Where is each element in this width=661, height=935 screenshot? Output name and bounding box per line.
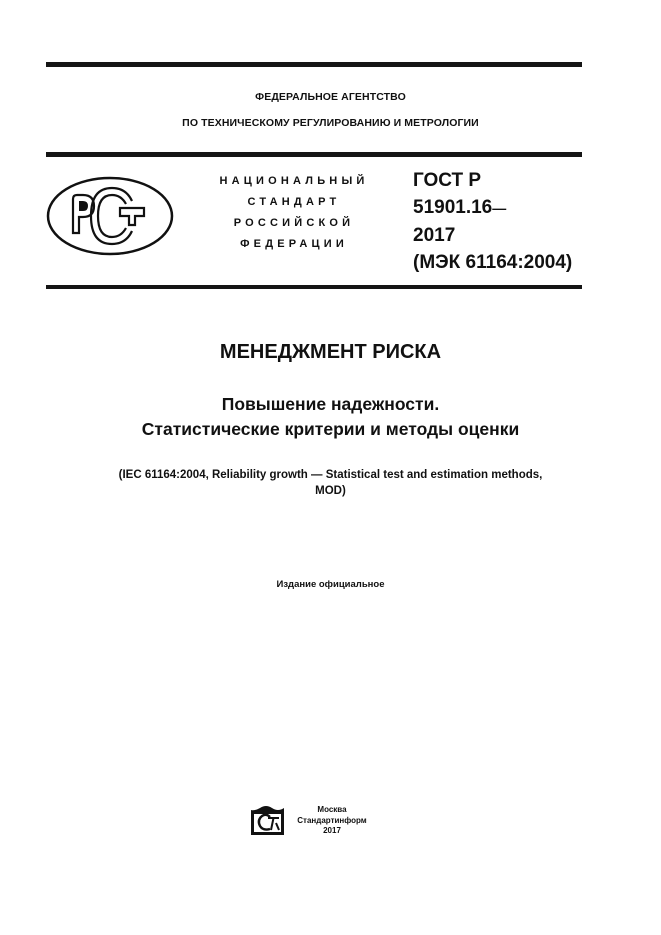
- publisher-info: [296, 805, 368, 837]
- standartinform-logo-icon: [250, 804, 286, 836]
- designation-line1: ГОСТ Р: [413, 170, 482, 191]
- publisher-city: Москва: [317, 805, 347, 814]
- designation-dash: —: [492, 200, 507, 216]
- subtitle-line1: Повышение надежности.: [221, 394, 440, 414]
- designation-line2: [413, 194, 572, 222]
- top-rule: [46, 62, 582, 67]
- national-standard-line: ФЕДЕРАЦИИ: [240, 238, 348, 250]
- national-standard-line: НАЦИОНАЛЬНЫЙ: [219, 175, 369, 187]
- gost-rst-emblem-icon: [46, 175, 174, 257]
- middle-rule: [46, 152, 582, 157]
- national-standard-label: [196, 171, 392, 255]
- publisher-year: 2017: [323, 826, 341, 835]
- edition-label: Издание официальное: [276, 579, 385, 590]
- document-title: МЕНЕДЖМЕНТ РИСКА: [219, 341, 442, 363]
- national-standard-line: РОССИЙСКОЙ: [233, 217, 355, 229]
- publisher-name: Стандартинформ: [297, 815, 367, 825]
- national-standard-line: СТАНДАРТ: [247, 196, 341, 208]
- designation-line4: (МЭК 61164:2004): [413, 252, 573, 273]
- document-subtitle: [0, 392, 661, 442]
- iec-reference-line2: MOD): [315, 485, 346, 497]
- designation-line3: 2017: [413, 225, 456, 246]
- agency-name-line2: ПО ТЕХНИЧЕСКОМУ РЕГУЛИРОВАНИЮ И МЕТРОЛОГИИ: [182, 117, 479, 129]
- standard-designation: [413, 167, 572, 276]
- iec-reference-line1: (IEC 61164:2004, Reliability growth — Statistical test and estimation methods,: [118, 469, 543, 481]
- agency-name-line1: ФЕДЕРАЛЬНОЕ АГЕНТСТВО: [255, 91, 406, 103]
- iec-reference: [40, 467, 621, 499]
- subtitle-line2: Статистические критерии и методы оценки: [141, 419, 520, 439]
- bottom-rule: [46, 285, 582, 289]
- designation-number: 51901.16: [413, 197, 493, 218]
